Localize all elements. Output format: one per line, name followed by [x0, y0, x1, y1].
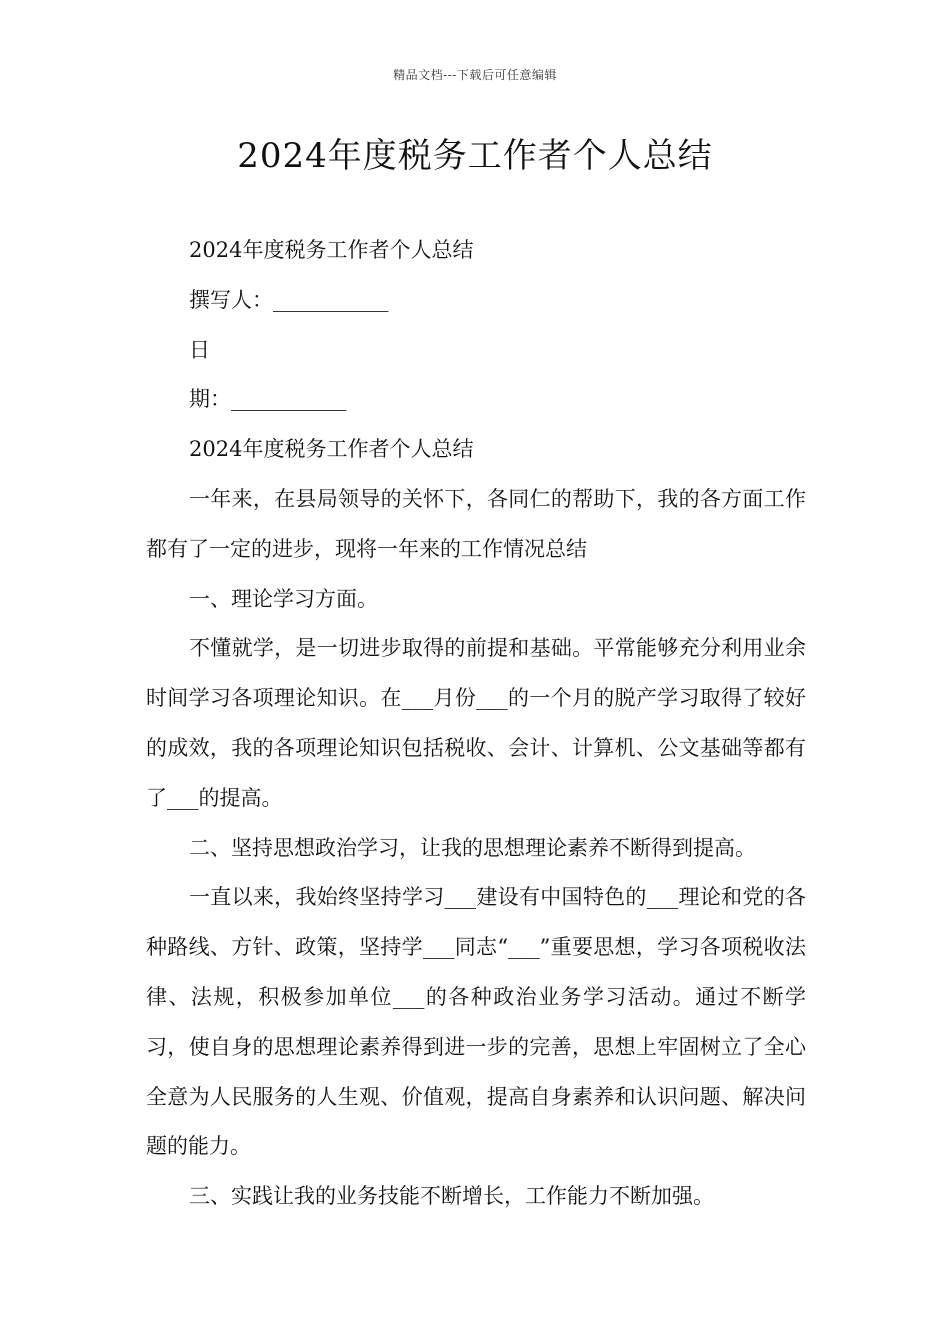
date-char-line: 日 [189, 337, 210, 362]
page-header: 精品文档---下载后可任意编辑 [393, 68, 557, 82]
paragraph-politics: 一直以来，我始终坚持学习___建设有中国特色的___理论和党的各种路线、方针、政策，坚持学___同志“___”重要思想，学习各项税收法律、法规，积极参加单位___的各种政治业务学习活动。通过不断学习，使自身的思想理论素养得到进一步的完善，思想上牢固树立了全心全意为人民服务的人生观、价值观，提高自身素养和认识问题、解决问题的能力。 [146, 885, 806, 1159]
section-heading-practice: 三、实践让我的业务技能不断增长，工作能力不断加强。 [189, 1184, 714, 1209]
subtitle-repeat-line: 2024年度税务工作者个人总结 [189, 437, 474, 462]
author-line: 撰写人：___________ [189, 287, 389, 312]
date-line: 期：___________ [189, 387, 347, 412]
document-title: 2024年度税务工作者个人总结 [237, 136, 713, 176]
section-heading-theory: 一、理论学习方面。 [189, 586, 378, 611]
paragraph-intro: 一年来，在县局领导的关怀下，各同仁的帮助下，我的各方面工作都有了一定的进步，现将一年来的工作情况总结 [146, 486, 806, 561]
paragraph-theory: 不懂就学，是一切进步取得的前提和基础。平常能够充分利用业余时间学习各项理论知识。在___月份___的一个月的脱产学习取得了较好的成效，我的各项理论知识包括税收、会计、计算机、公文基础等都有了___的提高。 [146, 636, 806, 810]
document-body [146, 226, 806, 1222]
section-heading-politics: 二、坚持思想政治学习，让我的思想理论素养不断得到提高。 [189, 835, 756, 860]
subtitle-line: 2024年度税务工作者个人总结 [189, 238, 474, 262]
